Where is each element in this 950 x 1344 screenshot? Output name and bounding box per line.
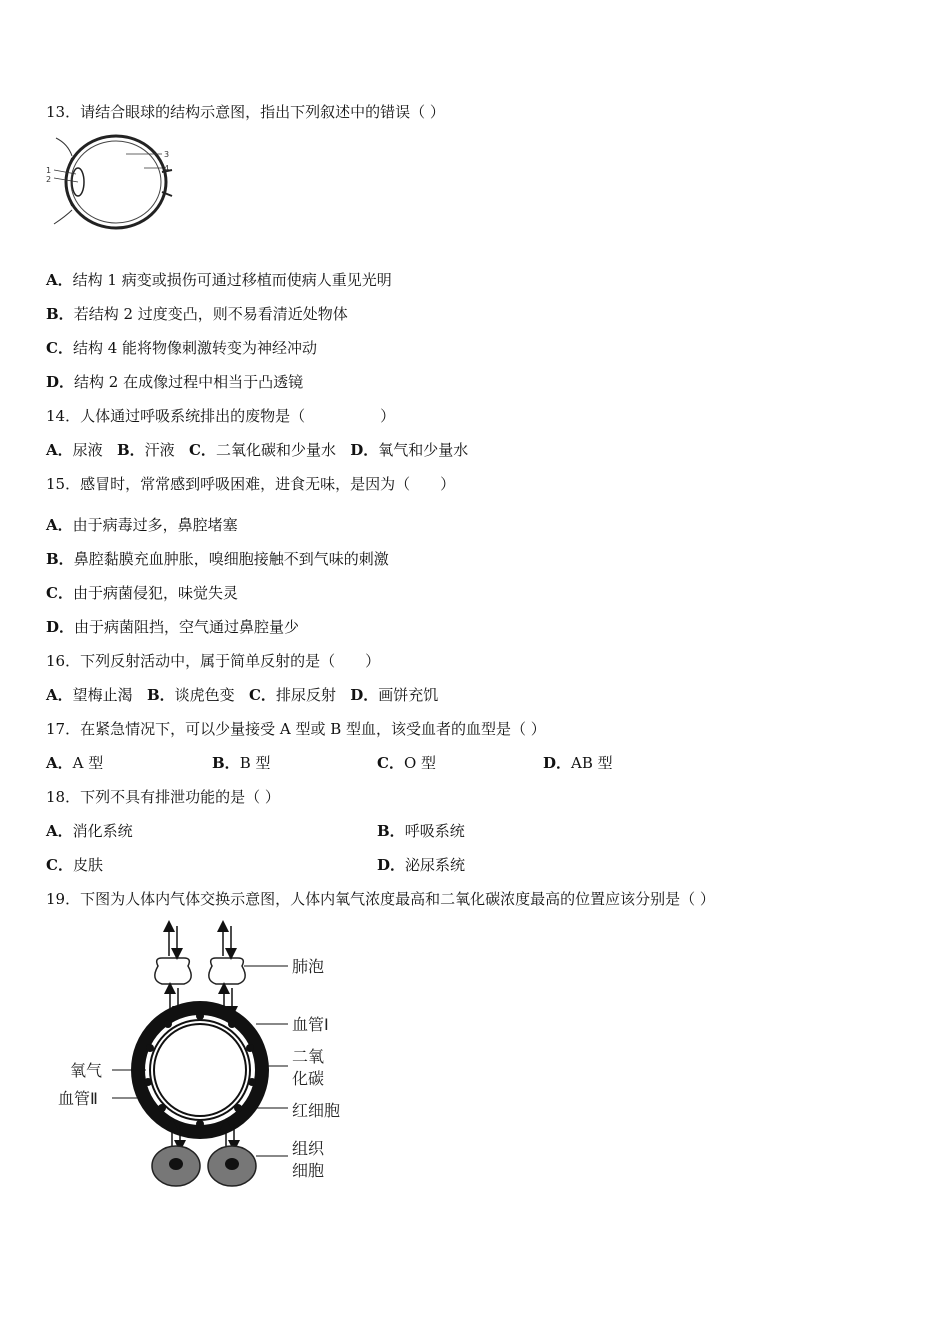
q16-options: A．望梅止渴 B．谈虎色变 C．排尿反射 D．画饼充饥 [46,686,439,704]
q15-option-c: C．由于病菌侵犯，味觉失灵 [46,584,238,602]
eye-label-1: 1 [46,166,52,175]
q15-option-b: B．鼻腔黏膜充血肿胀，嗅细胞接触不到气味的刺激 [46,550,389,568]
q13-option-d: D．结构 2 在成像过程中相当于凸透镜 [46,373,304,391]
label-alveolus: 肺泡 [292,957,325,976]
eye-label-2: 2 [46,175,52,184]
q15-stem: 15．感冒时，常常感到呼吸困难，进食无味，是因为（ ） [46,475,456,493]
label-co2-line1: 二氧 [292,1047,325,1066]
label-tissue-line1: 组织 [292,1139,325,1158]
q14-options: A．尿液 B．汗液 C．二氧化碳和少量水 D．氧气和少量水 [46,441,469,459]
q13-option-c: C．结构 4 能将物像刺激转变为神经冲动 [46,339,318,357]
q18-option-c: C．皮肤 [46,856,103,874]
q13-option-a: A．结构 1 病变或损伤可通过移植而使病人重见光明 [46,271,392,289]
eye-label-3: 3 [164,150,170,159]
q18-stem: 18．下列不具有排泄功能的是（ ） [46,788,280,806]
q17-option-c: C．O 型 [377,754,437,772]
q14-stem: 14．人体通过呼吸系统排出的废物是（ ） [46,407,396,425]
q15-option-a: A．由于病毒过多，鼻腔堵塞 [46,516,238,534]
label-co2-line2: 化碳 [292,1069,325,1088]
label-tissue-line2: 细胞 [292,1161,325,1180]
q18-option-b: B．呼吸系统 [377,822,465,840]
eye-diagram [44,130,174,235]
q19-stem: 19．下图为人体内气体交换示意图，人体内氧气浓度最高和二氧化碳浓度最高的位置应该分别是（ ） [46,890,715,908]
label-rbc: 红细胞 [292,1101,341,1120]
q18-option-d: D．泌尿系统 [377,856,466,874]
label-vessel-1: 血管Ⅰ [292,1015,329,1034]
gas-exchange-diagram [50,920,370,1195]
q17-option-b: B．B 型 [212,754,271,772]
alveolus-right [209,958,245,984]
eye-label-4: 4 [164,164,170,173]
q18-option-a: A．消化系统 [46,822,133,840]
q17-stem: 17．在紧急情况下，可以少量接受 A 型或 B 型血，该受血者的血型是（ ） [46,720,546,738]
eyeball-wall [66,136,166,228]
q17-option-a: A．A 型 [46,754,104,772]
q15-option-d: D．由于病菌阻挡，空气通过鼻腔量少 [46,618,300,636]
label-vessel-2: 血管Ⅱ [58,1089,98,1108]
q13-option-b: B．若结构 2 过度变凸，则不易看清近处物体 [46,305,348,323]
q13-stem: 13．请结合眼球的结构示意图，指出下列叙述中的错误（ ） [46,103,445,121]
alveolus-left [155,958,191,984]
q17-option-d: D．AB 型 [543,754,613,772]
label-oxygen: 氧气 [70,1061,103,1080]
q16-stem: 16．下列反射活动中，属于简单反射的是（ ） [46,652,381,670]
